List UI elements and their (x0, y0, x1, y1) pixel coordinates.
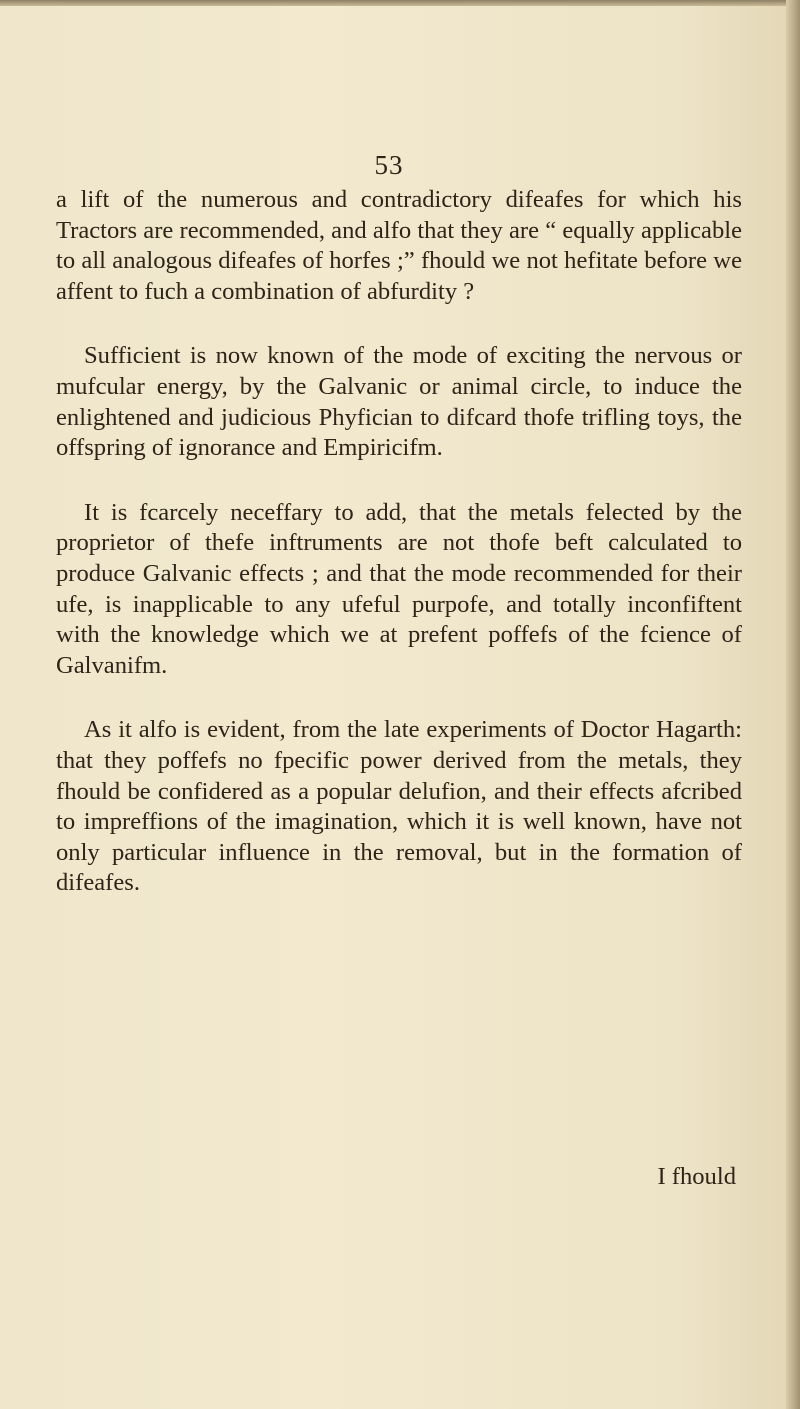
paragraph-2: Sufficient is now known of the mode of exciting the nervous or mufcular energy, by the Galvanic or animal circle, to induce the enlightened and judicious Phyfician to difcard thofe trifling toys, the offspring of ignorance and Empiricifm. (56, 342, 742, 462)
paragraph-3: It is fcarcely neceffary to add, that the metals felected by the proprietor of thefe inftruments are not thofe beft calculated to produce Galvanic effects ; and that the mode recommended for their ufe, is inapplicable to any ufeful purpofe, and totally inconfiftent with the knowledge which we at prefent poffefs of the fcience of Galvanifm. (56, 498, 742, 679)
page-binding-edge (786, 0, 800, 1409)
body-text (56, 185, 742, 933)
paragraph-1: a lift of the numerous and contradictory difeafes for which his Tractors are recommended, and alfo that they are “ equally applicable to all analogous difeafes of horfes ;” fhould we not hefitate before we affent to fuch a combination of abfurdity ? (56, 186, 742, 305)
catchword: I fhould (657, 1163, 736, 1190)
page-number: 53 (374, 150, 404, 180)
paragraph-4: As it alfo is evident, from the late experiments of Doctor Hagarth: that they poffefs no fpecific power derived from the metals, they fhould be confidered as a popular delufion, and their effects afcribed to impreffions of the imagination, which it is well known, have not only particular influence in the removal, but in the formation of difeafes. (56, 716, 742, 897)
page-top-edge (0, 0, 800, 6)
